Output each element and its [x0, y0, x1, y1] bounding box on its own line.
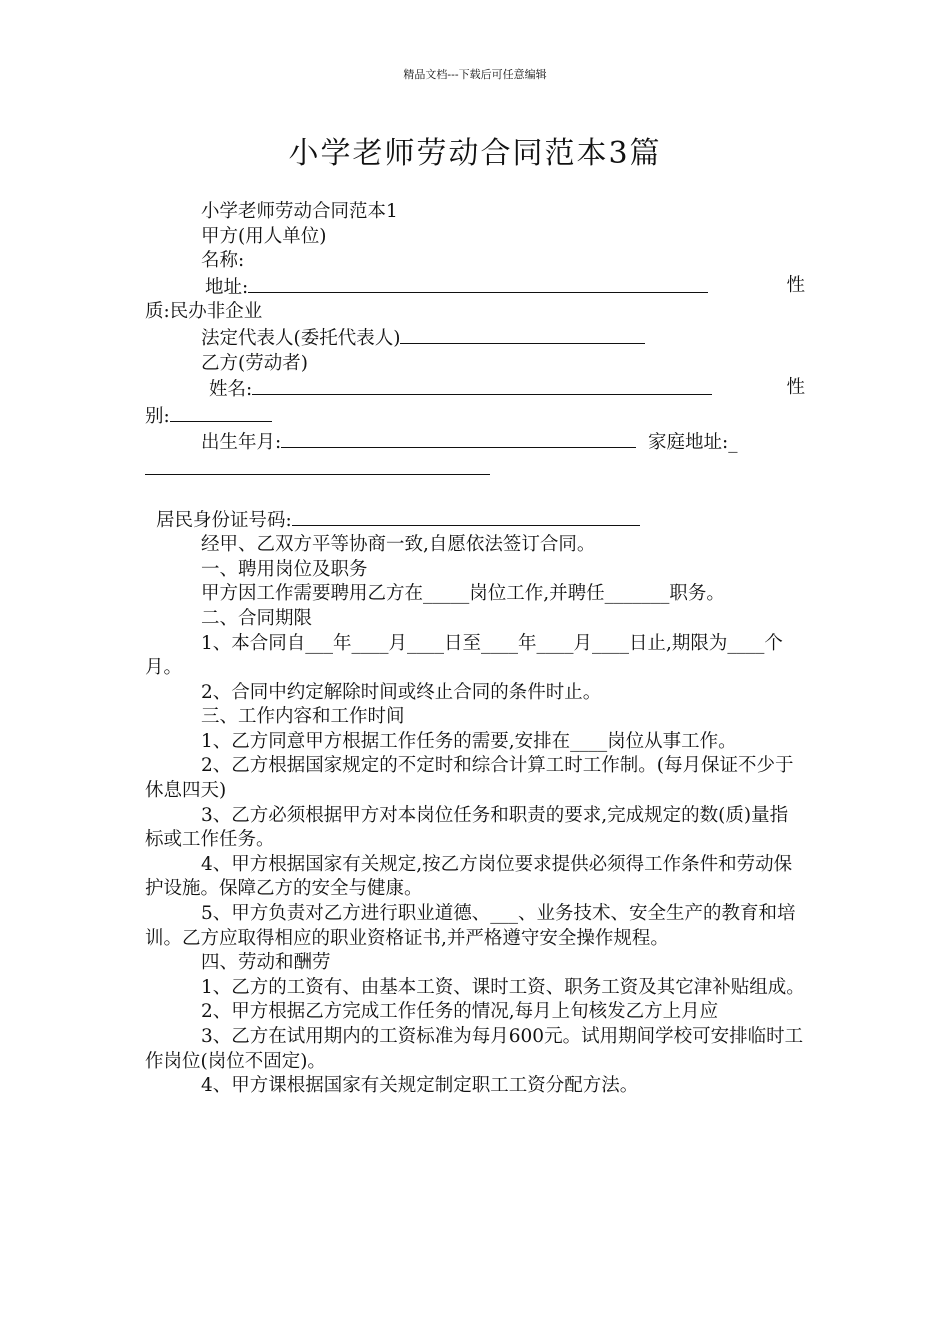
- gender-line: [145, 403, 805, 430]
- address-blank: [248, 274, 708, 293]
- clause-heading: 一、聘用岗位及职务: [201, 558, 368, 580]
- paragraph: 1、本合同自___年____月____日至____年____月____日止,期限为____个月。: [145, 632, 783, 679]
- name-label: 名称:: [201, 250, 245, 272]
- paragraph: 1、乙方同意甲方根据工作任务的需要,安排在____岗位从事工作。: [201, 730, 737, 752]
- paragraph: 甲方因工作需要聘用乙方在_____岗位工作,并聘任_______职务。: [201, 583, 725, 605]
- clause-heading: 三、工作内容和工作时间: [201, 706, 405, 728]
- nature-label-start: 性: [786, 274, 805, 296]
- clause-heading: 四、劳动和酬劳: [201, 952, 331, 974]
- gender-label-start: 性: [786, 377, 805, 399]
- document-body: [145, 200, 805, 1099]
- legal-rep-blank: [400, 325, 645, 344]
- legal-rep-label: 法定代表人(委托代表人): [201, 327, 401, 349]
- clause-heading: 二、合同期限: [201, 607, 313, 629]
- birth-address-line: [145, 429, 805, 456]
- paragraph: 4、甲方根据国家有关规定,按乙方岗位要求提供必须得工作条件和劳动保护设施。保障乙方的安全与健康。: [145, 853, 793, 900]
- birth-blank: [281, 429, 636, 448]
- nature-line: 质:民办非企业: [145, 301, 263, 323]
- gender-blank: [170, 403, 272, 422]
- birth-label: 出生年月:: [201, 432, 282, 454]
- address-label: 地址:: [205, 276, 249, 298]
- person-name-label: 姓名:: [209, 379, 253, 401]
- id-number-label: 居民身份证号码:: [156, 509, 292, 531]
- address-line: [145, 274, 805, 301]
- paragraph: 2、合同中约定解除时间或终止合同的条件时止。: [201, 681, 602, 703]
- paragraph: 3、乙方必须根据甲方对本岗位任务和职责的要求,完成规定的数(质)量指标或工作任务。: [145, 804, 789, 851]
- section-heading: 小学老师劳动合同范本1: [201, 201, 398, 222]
- paragraph: 2、甲方根据乙方完成工作任务的情况,每月上旬核发乙方上月应: [201, 1001, 719, 1023]
- id-number-blank: [292, 507, 640, 526]
- person-name-blank: [252, 376, 712, 395]
- home-address-blank: [145, 456, 490, 475]
- paragraph: 3、乙方在试用期内的工资标准为每月600元。试用期间学校可安排临时工作岗位(岗位不固定)。: [145, 1026, 804, 1072]
- party-a-label: 甲方(用人单位): [201, 225, 327, 247]
- legal-rep-line: [145, 325, 805, 352]
- gender-label: 别:: [145, 405, 170, 427]
- home-address-label: 家庭地址:_: [648, 432, 738, 454]
- id-number-line: [145, 507, 805, 534]
- paragraph: 2、乙方根据国家规定的不定时和综合计算工时工作制。(每月保证不少于休息四天): [145, 755, 794, 802]
- page-header: 精品文档---下载后可任意编辑: [403, 68, 547, 81]
- paragraph: 4、甲方课根据国家有关规定制定职工工资分配方法。: [201, 1075, 639, 1097]
- party-b-label: 乙方(劳动者): [201, 352, 308, 374]
- home-address-continued: [145, 456, 805, 483]
- paragraph: 5、甲方负责对乙方进行职业道德、___、业务技术、安全生产的教育和培训。乙方应取得相应的职业资格证书,并严格遵守安全操作规程。: [145, 903, 796, 949]
- paragraph: 经甲、乙双方平等协商一致,自愿依法签订合同。: [201, 534, 596, 556]
- document-title: 小学老师劳动合同范本3篇: [288, 136, 662, 171]
- party-b-name-line: [145, 376, 805, 403]
- paragraph: 1、乙方的工资有、由基本工资、课时工资、职务工资及其它津补贴组成。: [201, 976, 805, 998]
